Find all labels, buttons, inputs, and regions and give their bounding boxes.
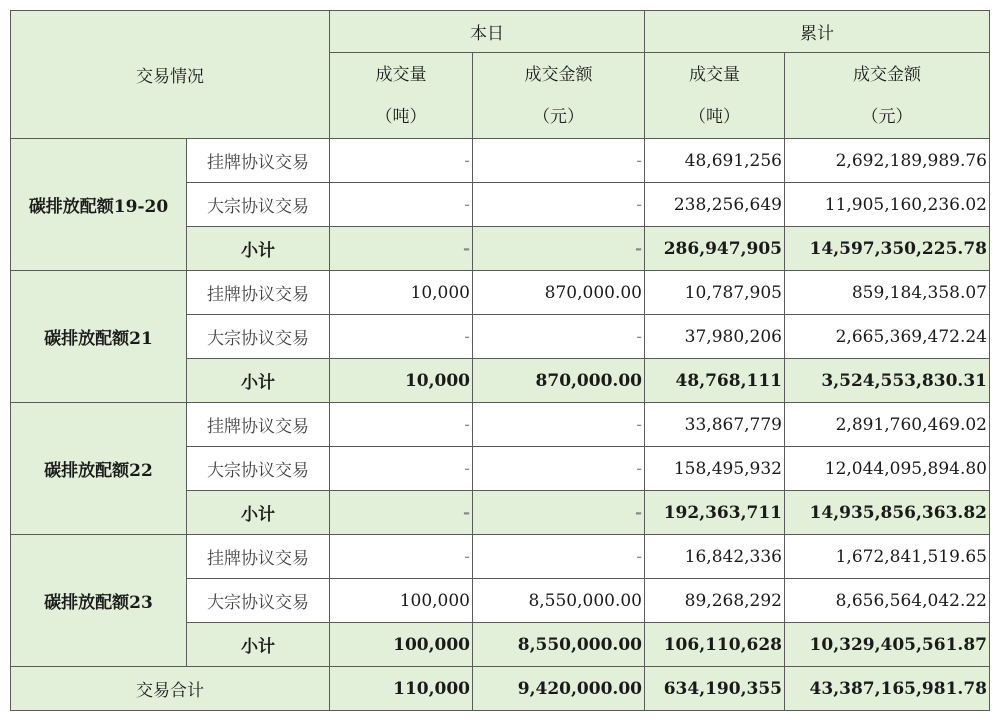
header-cum-volume <box>645 53 785 139</box>
today-volume: - <box>330 403 473 447</box>
header-amount-label: 成交金额 <box>853 64 921 85</box>
cumulative-amount: 12,044,095,894.80 <box>785 447 990 491</box>
today-amount: 870,000.00 <box>473 271 645 315</box>
cumulative-amount: 2,692,189,989.76 <box>785 139 990 183</box>
header-amount-unit: （元） <box>861 106 913 127</box>
cumulative-volume: 89,268,292 <box>645 579 785 623</box>
header-today: 本日 <box>330 11 645 53</box>
cumulative-amount: 3,524,553,830.31 <box>785 359 990 403</box>
today-volume: - <box>330 227 473 271</box>
header-category: 交易情况 <box>11 11 330 139</box>
subtotal-label: 小计 <box>187 623 330 667</box>
total-today-volume: 110,000 <box>330 667 473 711</box>
today-volume: 100,000 <box>330 579 473 623</box>
group-name: 碳排放配额22 <box>11 403 187 535</box>
table-row <box>11 139 990 183</box>
today-amount: - <box>473 227 645 271</box>
trade-type: 挂牌协议交易 <box>187 271 330 315</box>
total-label: 交易合计 <box>11 667 330 711</box>
today-volume: - <box>330 315 473 359</box>
cumulative-volume: 48,691,256 <box>645 139 785 183</box>
trade-type: 大宗协议交易 <box>187 315 330 359</box>
today-amount: - <box>473 491 645 535</box>
cumulative-amount: 14,597,350,225.78 <box>785 227 990 271</box>
today-amount: - <box>473 535 645 579</box>
total-cumulative-amount: 43,387,165,981.78 <box>785 667 990 711</box>
cumulative-amount: 1,672,841,519.65 <box>785 535 990 579</box>
table-row <box>11 535 990 579</box>
header-volume-label: 成交量 <box>689 64 740 85</box>
group-name: 碳排放配额19-20 <box>11 139 187 271</box>
cumulative-volume: 33,867,779 <box>645 403 785 447</box>
cumulative-amount: 2,891,760,469.02 <box>785 403 990 447</box>
today-amount: 870,000.00 <box>473 359 645 403</box>
today-amount: - <box>473 403 645 447</box>
trade-type: 大宗协议交易 <box>187 447 330 491</box>
header-amount-unit: （元） <box>533 106 584 127</box>
header-cumulative: 累计 <box>645 11 990 53</box>
group-name: 碳排放配额21 <box>11 271 187 403</box>
cumulative-volume: 16,842,336 <box>645 535 785 579</box>
subtotal-label: 小计 <box>187 491 330 535</box>
total-row <box>11 667 990 711</box>
cumulative-volume: 286,947,905 <box>645 227 785 271</box>
trading-summary-table <box>10 10 990 711</box>
group-name: 碳排放配额23 <box>11 535 187 667</box>
trade-type: 挂牌协议交易 <box>187 139 330 183</box>
today-volume: - <box>330 535 473 579</box>
cumulative-volume: 37,980,206 <box>645 315 785 359</box>
cumulative-volume: 158,495,932 <box>645 447 785 491</box>
today-volume: - <box>330 139 473 183</box>
today-volume: - <box>330 491 473 535</box>
subtotal-label: 小计 <box>187 359 330 403</box>
cumulative-amount: 11,905,160,236.02 <box>785 183 990 227</box>
trade-type: 挂牌协议交易 <box>187 535 330 579</box>
today-volume: 100,000 <box>330 623 473 667</box>
today-amount: 8,550,000.00 <box>473 579 645 623</box>
today-amount: - <box>473 139 645 183</box>
today-volume: 10,000 <box>330 359 473 403</box>
cumulative-amount: 10,329,405,561.87 <box>785 623 990 667</box>
today-amount: - <box>473 447 645 491</box>
cumulative-amount: 8,656,564,042.22 <box>785 579 990 623</box>
cumulative-volume: 238,256,649 <box>645 183 785 227</box>
trade-type: 大宗协议交易 <box>187 183 330 227</box>
table-row <box>11 271 990 315</box>
header-amount-label: 成交金额 <box>524 64 593 85</box>
cumulative-volume: 10,787,905 <box>645 271 785 315</box>
today-volume: - <box>330 183 473 227</box>
total-today-amount: 9,420,000.00 <box>473 667 645 711</box>
today-volume: - <box>330 447 473 491</box>
header-volume-label: 成交量 <box>375 64 427 85</box>
trade-type: 大宗协议交易 <box>187 579 330 623</box>
today-amount: - <box>473 183 645 227</box>
today-amount: - <box>473 315 645 359</box>
header-today-volume <box>330 53 473 139</box>
cumulative-volume: 106,110,628 <box>645 623 785 667</box>
table-row <box>11 403 990 447</box>
trade-type: 挂牌协议交易 <box>187 403 330 447</box>
cumulative-volume: 192,363,711 <box>645 491 785 535</box>
subtotal-label: 小计 <box>187 227 330 271</box>
cumulative-amount: 859,184,358.07 <box>785 271 990 315</box>
header-volume-unit: （吨） <box>689 106 740 127</box>
today-volume: 10,000 <box>330 271 473 315</box>
header-cum-amount <box>785 53 990 139</box>
header-today-amount <box>473 53 645 139</box>
cumulative-amount: 14,935,856,363.82 <box>785 491 990 535</box>
cumulative-volume: 48,768,111 <box>645 359 785 403</box>
cumulative-amount: 2,665,369,472.24 <box>785 315 990 359</box>
header-volume-unit: （吨） <box>375 106 427 127</box>
total-cumulative-volume: 634,190,355 <box>645 667 785 711</box>
today-amount: 8,550,000.00 <box>473 623 645 667</box>
